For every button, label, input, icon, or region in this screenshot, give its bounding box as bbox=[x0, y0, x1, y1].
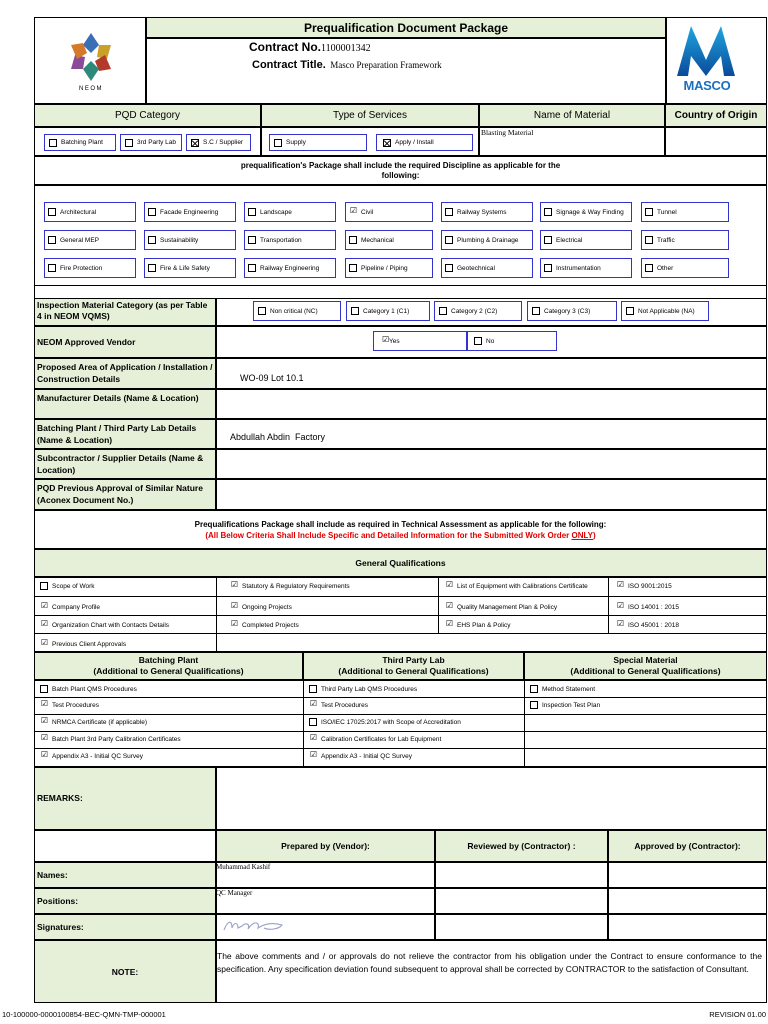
check-icon: ☑ bbox=[230, 601, 239, 610]
checkbox-discipline-fire-life-safety[interactable]: Fire & Life Safety bbox=[144, 258, 236, 278]
technical-criteria-note: (All Below Criteria Shall Include Specific and Detailed Information for the Submitted Work Order ONLY) bbox=[205, 530, 596, 540]
check-icon: ☑ bbox=[40, 619, 49, 628]
checkbox-icon bbox=[445, 208, 453, 216]
checkbox-discipline-architectural[interactable]: Architectural bbox=[44, 202, 136, 222]
checkbox-icon bbox=[248, 236, 256, 244]
grid-line bbox=[34, 697, 767, 698]
general-qualifications-heading: General Qualifications bbox=[34, 549, 767, 577]
checkbox-icon bbox=[309, 685, 317, 693]
name-of-material-header: Name of Material bbox=[479, 104, 665, 127]
signature-image bbox=[220, 916, 290, 936]
inspection-label: Inspection Material Category (as per Table 4 in NEOM VQMS) bbox=[34, 298, 216, 326]
checkbox-discipline-landscape[interactable]: Landscape bbox=[244, 202, 336, 222]
checkbox-discipline-civil[interactable]: ☑ Civil bbox=[345, 202, 433, 222]
checkbox-discipline-facade-engineering[interactable]: Facade Engineering bbox=[144, 202, 236, 222]
batching-details-label: Batching Plant / Third Party Lab Details (Name & Location) bbox=[34, 419, 216, 449]
positions-label: Positions: bbox=[34, 888, 216, 914]
checkbox-icon bbox=[645, 208, 653, 216]
checkbox-special-inspection-test-plan[interactable]: Inspection Test Plan bbox=[526, 697, 756, 713]
checkbox-discipline-other[interactable]: Other bbox=[641, 258, 729, 278]
checkbox-general-completed-projects[interactable]: ☑ Completed Projects bbox=[230, 619, 299, 629]
checkbox-third-party-iso-iec-17025-2017-with-scope-of-accreditation[interactable]: ISO/IEC 17025:2017 with Scope of Accreditation bbox=[305, 714, 520, 730]
checkbox-general-organization-chart-with-contacts-details[interactable]: ☑ Organization Chart with Contacts Details bbox=[40, 619, 170, 629]
contract-no-label: Contract No. bbox=[249, 40, 321, 54]
checkbox-discipline-tunnel[interactable]: Tunnel bbox=[641, 202, 729, 222]
proposed-area-value: WO-09 Lot 10.1 bbox=[240, 373, 304, 383]
note-text: The above comments and / or approvals do not relieve the contractor from his obligation under the Contract to ensure conformance to the specification. Any specification deviation found subsequent to approval shall be corrected by CONTRACTOR to the satisfaction of Consultant. bbox=[217, 951, 762, 974]
checkbox-icon bbox=[148, 236, 156, 244]
checkbox-discipline-instrumentation[interactable]: Instrumentation bbox=[540, 258, 632, 278]
check-icon: ☑ bbox=[382, 335, 390, 344]
checkbox-batching-batch-plant-qms-procedures[interactable]: Batch Plant QMS Procedures bbox=[36, 681, 298, 697]
material-value: Blasting Material bbox=[481, 128, 534, 137]
checkbox-discipline-signage-way-finding[interactable]: Signage & Way Finding bbox=[540, 202, 632, 222]
check-icon: ☑ bbox=[40, 733, 49, 742]
checkbox-icon bbox=[125, 139, 133, 147]
checkbox-discipline-pipeline-piping[interactable]: Pipeline / Piping bbox=[345, 258, 433, 278]
prepared-by-header: Prepared by (Vendor): bbox=[216, 830, 435, 862]
special-material-section: Special Material (Additional to General Qualifications) bbox=[524, 652, 767, 680]
neom-logo-text: NEOM bbox=[79, 86, 103, 92]
checkbox-vendor-no[interactable]: No bbox=[467, 331, 557, 351]
check-icon: ☑ bbox=[445, 580, 454, 589]
checkbox-icon bbox=[645, 236, 653, 244]
contract-title-row bbox=[252, 55, 442, 73]
manufacturer-label: Manufacturer Details (Name & Location) bbox=[34, 389, 216, 419]
checkbox-discipline-geotechnical[interactable]: Geotechnical bbox=[441, 258, 533, 278]
manufacturer-cell bbox=[216, 389, 767, 419]
grid-line bbox=[438, 577, 439, 633]
checkbox-icon bbox=[439, 307, 447, 315]
country-of-origin-cell bbox=[665, 127, 767, 156]
names-label: Names: bbox=[34, 862, 216, 888]
grid-line bbox=[524, 680, 525, 767]
check-icon: ☑ bbox=[230, 580, 239, 589]
checkbox-general-iso-9001-2015[interactable]: ☑ ISO 9001:2015 bbox=[616, 580, 672, 590]
checkbox-icon bbox=[626, 307, 634, 315]
check-icon: ☑ bbox=[309, 699, 318, 708]
checkbox-discipline-sustainability[interactable]: Sustainability bbox=[144, 230, 236, 250]
checkbox-icon bbox=[274, 139, 282, 147]
batching-details-value: Abdullah Abdin Factory bbox=[230, 432, 326, 442]
checkbox-third-party-test-procedures[interactable]: ☑ Test Procedures bbox=[309, 699, 368, 709]
check-icon: ☑ bbox=[616, 619, 625, 628]
checkbox-icon bbox=[40, 685, 48, 693]
checkbox-general-quality-management-plan-policy[interactable]: ☑ Quality Management Plan & Policy bbox=[445, 601, 558, 611]
checkbox-general-company-profile[interactable]: ☑ Company Profile bbox=[40, 601, 101, 611]
checkbox-icon bbox=[48, 264, 56, 272]
checkbox-icon bbox=[48, 236, 56, 244]
remarks-cell[interactable] bbox=[216, 767, 767, 830]
checkbox-icon bbox=[530, 685, 538, 693]
grid-line bbox=[34, 731, 767, 732]
checkbox-icon bbox=[49, 139, 57, 147]
checkbox-icon bbox=[258, 307, 266, 315]
checked-x-icon bbox=[191, 139, 199, 147]
footer-doc-no: 10-100000-0000100854-BEC-QMN-TMP-000001 bbox=[2, 1010, 166, 1019]
signatures-reviewed-cell[interactable] bbox=[435, 914, 608, 940]
checkbox-sc-supplier[interactable]: S.C / Supplier bbox=[186, 134, 251, 151]
grid-line bbox=[303, 680, 304, 767]
contract-title-label: Contract Title. bbox=[252, 59, 326, 71]
country-of-origin-header: Country of Origin bbox=[665, 104, 767, 127]
check-icon: ☑ bbox=[40, 601, 49, 610]
checkbox-special-method-statement[interactable]: Method Statement bbox=[526, 681, 756, 697]
checkbox-icon bbox=[40, 582, 48, 590]
check-icon: ☑ bbox=[230, 619, 239, 628]
checkbox-icon bbox=[349, 236, 357, 244]
checkbox-icon bbox=[645, 264, 653, 272]
checkbox-apply-install[interactable]: Apply / Install bbox=[376, 134, 473, 151]
checkbox-icon bbox=[544, 264, 552, 272]
check-icon: ☑ bbox=[616, 580, 625, 589]
neom-logo-icon bbox=[64, 31, 118, 83]
checkbox-batching-nrmca-certificate-if-applicable[interactable]: ☑ NRMCA Certificate (if applicable) bbox=[40, 716, 148, 726]
grid-line bbox=[608, 577, 609, 633]
check-icon: ☑ bbox=[349, 206, 358, 215]
grid-line bbox=[34, 615, 767, 616]
checkbox-third-party-third-party-lab-qms-procedures[interactable]: Third Party Lab QMS Procedures bbox=[305, 681, 520, 697]
reviewed-by-header: Reviewed by (Contractor) : bbox=[435, 830, 608, 862]
grid-line bbox=[34, 633, 767, 634]
checkbox-icon bbox=[532, 307, 540, 315]
checkbox-inspection-not-applicable-na[interactable]: Not Applicable (NA) bbox=[621, 301, 709, 321]
subcontractor-cell bbox=[216, 449, 767, 479]
document-title: Prequalification Document Package bbox=[146, 17, 666, 38]
check-icon: ☑ bbox=[309, 733, 318, 742]
names-approved-cell[interactable] bbox=[608, 862, 767, 888]
checkbox-inspection-category-3-c3[interactable]: Category 3 (C3) bbox=[527, 301, 617, 321]
checkbox-icon bbox=[349, 264, 357, 272]
check-icon: ☑ bbox=[445, 601, 454, 610]
disciplines-heading: prequalification's Package shall include the required Discipline as applicable for the following: bbox=[34, 156, 767, 185]
remarks-label: REMARKS: bbox=[34, 767, 216, 830]
batching-plant-section: Batching Plant (Additional to General Qualifications) bbox=[34, 652, 303, 680]
checkbox-vendor-yes[interactable]: ☑ Yes bbox=[373, 331, 467, 351]
checkbox-general-iso-14001-2015[interactable]: ☑ ISO 14001 : 2015 bbox=[616, 601, 679, 611]
pqd-category-header: PQD Category bbox=[34, 104, 261, 127]
grid-line bbox=[34, 714, 767, 715]
checkbox-general-ehs-plan-policy[interactable]: ☑ EHS Plan & Policy bbox=[445, 619, 511, 629]
names-reviewed-cell[interactable] bbox=[435, 862, 608, 888]
checkbox-icon bbox=[248, 208, 256, 216]
checkbox-inspection-category-1-c1[interactable]: Category 1 (C1) bbox=[346, 301, 430, 321]
checkbox-third-party-appendix-a3-initial-qc-survey[interactable]: ☑ Appendix A3 - Initial QC Survey bbox=[309, 750, 413, 760]
checkbox-icon bbox=[544, 236, 552, 244]
checkbox-icon bbox=[445, 264, 453, 272]
proposed-area-label: Proposed Area of Application / Installation / Construction Details bbox=[34, 358, 216, 389]
checkbox-discipline-mechanical[interactable]: Mechanical bbox=[345, 230, 433, 250]
checkbox-icon bbox=[48, 208, 56, 216]
checkbox-icon bbox=[148, 208, 156, 216]
masco-logo-icon bbox=[677, 26, 735, 76]
prepared-position-value: QC Manager bbox=[216, 889, 253, 897]
pqd-previous-label: PQD Previous Approval of Similar Nature (Aconex Document No.) bbox=[34, 479, 216, 510]
checkbox-icon bbox=[474, 337, 482, 345]
check-icon: ☑ bbox=[616, 601, 625, 610]
contract-title-value: Masco Preparation Framework bbox=[330, 60, 442, 70]
grid-line bbox=[34, 748, 767, 749]
check-icon: ☑ bbox=[40, 638, 49, 647]
neom-logo-cell bbox=[34, 17, 146, 104]
checkbox-discipline-railway-engineering[interactable]: Railway Engineering bbox=[244, 258, 336, 278]
checkbox-third-party-calibration-certificates-for-lab-equipment[interactable]: ☑ Calibration Certificates for Lab Equipment bbox=[309, 733, 442, 743]
checkbox-discipline-fire-protection[interactable]: Fire Protection bbox=[44, 258, 136, 278]
checkbox-general-list-of-equipment-with-calibrations-certificate[interactable]: ☑ List of Equipment with Calibrations Certificate bbox=[445, 580, 588, 590]
third-party-lab-section: Third Party Lab (Additional to General Qualifications) bbox=[303, 652, 524, 680]
checkbox-icon bbox=[248, 264, 256, 272]
grid-line bbox=[34, 596, 767, 597]
checkbox-third-party-lab[interactable]: 3rd Party Lab bbox=[120, 134, 182, 151]
checkbox-discipline-electrical[interactable]: Electrical bbox=[540, 230, 632, 250]
check-icon: ☑ bbox=[40, 716, 49, 725]
signatures-approved-cell[interactable] bbox=[608, 914, 767, 940]
positions-approved-cell[interactable] bbox=[608, 888, 767, 914]
checkbox-batching-batch-plant-3rd-party-calibration-certificates[interactable]: ☑ Batch Plant 3rd Party Calibration Certificates bbox=[40, 733, 181, 743]
prepared-name-value: Muhammad Kashif bbox=[216, 863, 271, 871]
checkbox-discipline-railway-systems[interactable]: Railway Systems bbox=[441, 202, 533, 222]
checkbox-general-scope-of-work[interactable]: Scope of Work bbox=[36, 578, 216, 594]
check-icon: ☑ bbox=[40, 699, 49, 708]
checkbox-icon bbox=[445, 236, 453, 244]
checkbox-discipline-general-mep[interactable]: General MEP bbox=[44, 230, 136, 250]
checkbox-icon bbox=[309, 718, 317, 726]
checkbox-discipline-plumbing-drainage[interactable]: Plumbing & Drainage bbox=[441, 230, 533, 250]
checkbox-icon bbox=[530, 701, 538, 709]
checkbox-batching-plant[interactable]: Batching Plant bbox=[44, 134, 116, 151]
checkbox-batching-test-procedures[interactable]: ☑ Test Procedures bbox=[40, 699, 99, 709]
masco-logo-text: MASCO bbox=[683, 78, 731, 93]
approved-vendor-label: NEOM Approved Vendor bbox=[34, 326, 216, 358]
approved-by-header: Approved by (Contractor): bbox=[608, 830, 767, 862]
checkbox-inspection-non-critical-nc[interactable]: Non critical (NC) bbox=[253, 301, 341, 321]
checked-x-icon bbox=[383, 139, 391, 147]
checkbox-icon bbox=[351, 307, 359, 315]
contract-no-value: 1100001342 bbox=[321, 43, 371, 54]
technical-heading: Prequalifications Package shall include as required in Technical Assessment as applicable for the following: (All Below Criteria Shall Include Specific and Detailed Information for the Submitted Work Order ONLY) bbox=[34, 510, 767, 549]
footer-revision: REVISION 01.00 bbox=[709, 1010, 766, 1019]
check-icon: ☑ bbox=[309, 750, 318, 759]
contract-no-row bbox=[249, 38, 371, 56]
checkbox-general-iso-45001-2018[interactable]: ☑ ISO 45001 : 2018 bbox=[616, 619, 679, 629]
checkbox-inspection-category-2-c2[interactable]: Category 2 (C2) bbox=[434, 301, 522, 321]
note-label: NOTE: bbox=[34, 940, 216, 1003]
checkbox-general-ongoing-projects[interactable]: ☑ Ongoing Projects bbox=[230, 601, 292, 611]
subcontractor-label: Subcontractor / Supplier Details (Name & Location) bbox=[34, 449, 216, 479]
masco-logo-cell bbox=[666, 17, 767, 104]
pqd-previous-cell bbox=[216, 479, 767, 510]
checkbox-icon bbox=[544, 208, 552, 216]
checkbox-batching-appendix-a3-initial-qc-survey[interactable]: ☑ Appendix A3 - Initial QC Survey bbox=[40, 750, 144, 760]
checkbox-discipline-traffic[interactable]: Traffic bbox=[641, 230, 729, 250]
check-icon: ☑ bbox=[40, 750, 49, 759]
checkbox-discipline-transportation[interactable]: Transportation bbox=[244, 230, 336, 250]
check-icon: ☑ bbox=[445, 619, 454, 628]
positions-reviewed-cell[interactable] bbox=[435, 888, 608, 914]
checkbox-icon bbox=[148, 264, 156, 272]
checkbox-general-previous-client-approvals[interactable]: ☑ Previous Client Approvals bbox=[40, 638, 127, 648]
checkbox-supply[interactable]: Supply bbox=[269, 134, 367, 151]
signoff-blank-cell bbox=[34, 830, 216, 862]
signatures-label: Signatures: bbox=[34, 914, 216, 940]
type-of-services-header: Type of Services bbox=[261, 104, 479, 127]
checkbox-general-statutory-regulatory-requirements[interactable]: ☑ Statutory & Regulatory Requirements bbox=[230, 580, 350, 590]
